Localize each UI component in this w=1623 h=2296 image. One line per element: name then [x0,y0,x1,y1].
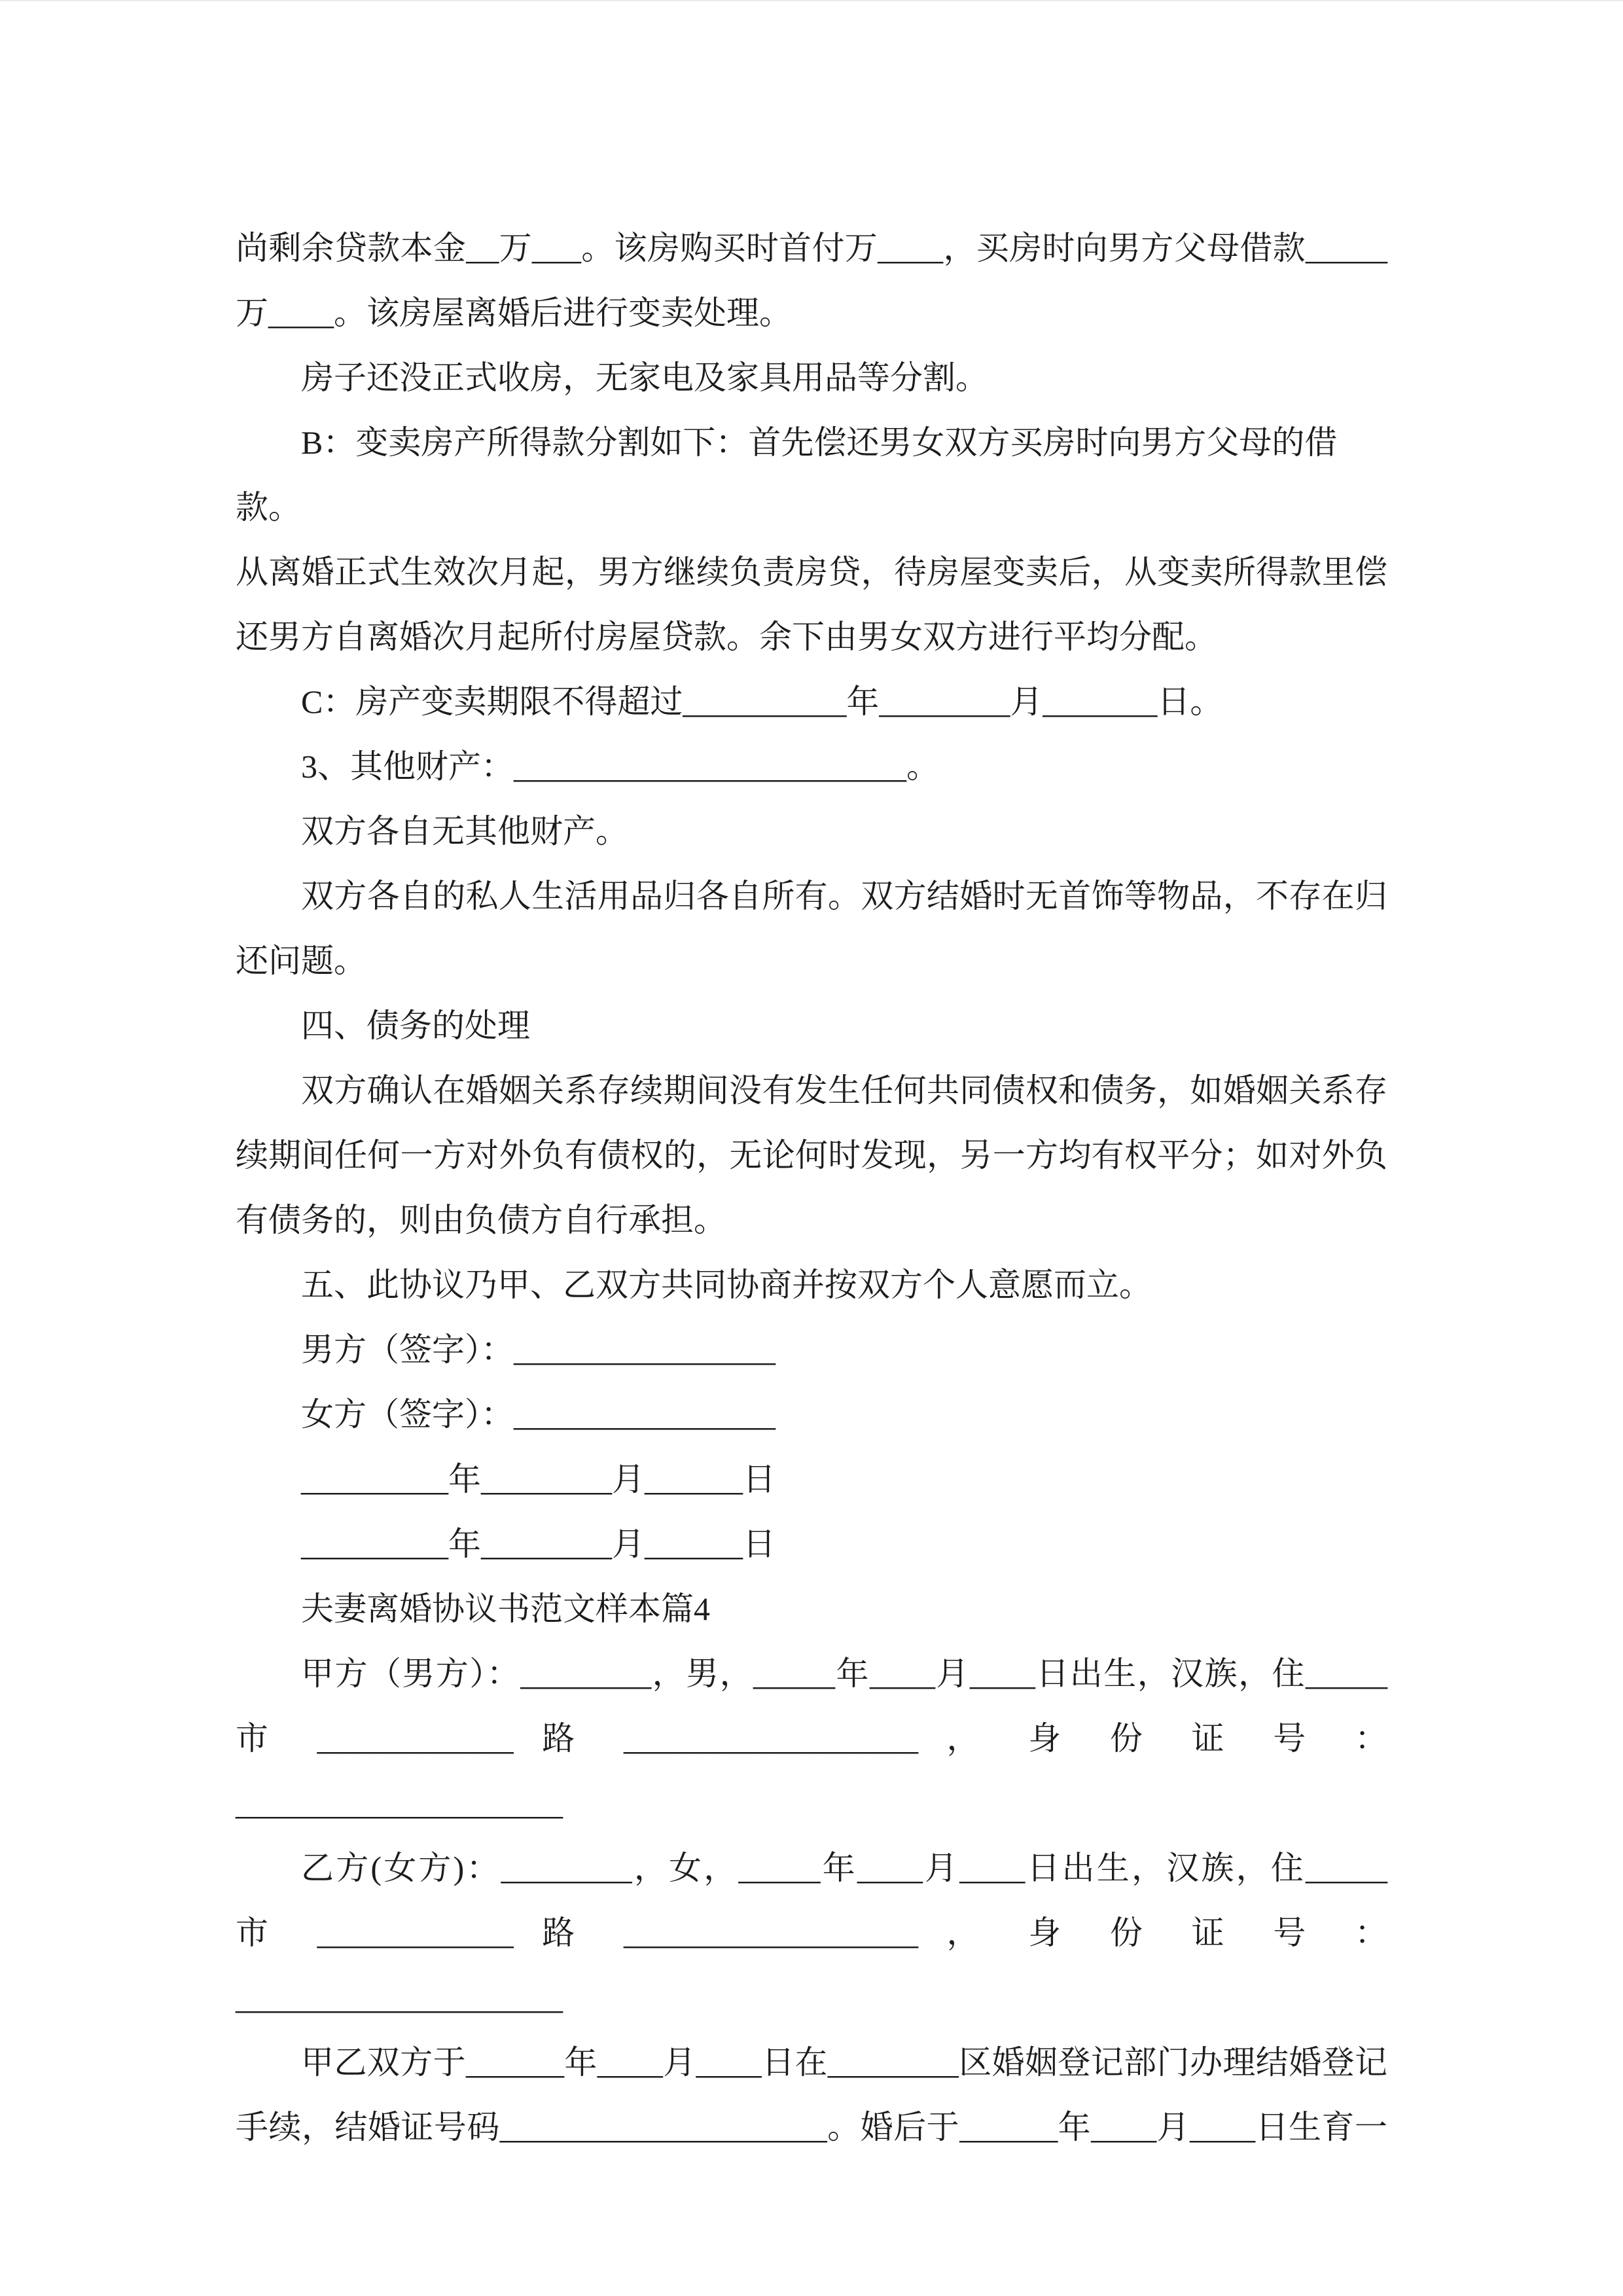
document-line: 还男方自离婚次月起所付房屋贷款。余下由男女双方进行平均分配。 [236,619,1217,655]
document-line: 女方（签字）：________________ [301,1396,776,1433]
document-line: 市 ____________ 路 __________________ ， 身 份 证 号 ： [236,1914,1387,1951]
document-line: 乙方(女方)：________，女，_____年____月____日出生，汉族，住_____ [301,1850,1387,1886]
document-line: 有债务的，则由负债方自行承担。 [236,1202,726,1238]
document-line: 双方确认在婚姻关系存续期间没有发生任何共同债权和债务，如婚姻关系存 [301,1072,1387,1109]
document-line: 尚剩余贷款本金__万___。该房购买时首付万____，买房时向男方父母借款_____ [236,230,1387,266]
page-top-edge [0,0,1623,1]
document-body [236,216,1387,2160]
document-line: 房子还没正式收房，无家电及家具用品等分割。 [301,359,988,396]
document-line: 续期间任何一方对外负有债权的，无论何时发现，另一方均有权平分；如对外负 [236,1137,1387,1174]
document-line: _________年________月______日 [301,1461,776,1498]
document-line: 3、其他财产：________________________。 [301,748,939,785]
document-line: 夫妻离婚协议书范文样本篇4 [301,1590,710,1627]
document-line: 还问题。 [236,942,366,979]
document-line: _________年________月______日 [301,1526,776,1562]
document-line: C：房产变卖期限不得超过__________年________月_______日。 [301,683,1223,720]
document-line: 双方各自的私人生活用品归各自所有。双方结婚时无首饰等物品，不存在归 [301,878,1387,914]
document-line: ____________________ [236,1979,563,2016]
document-line: 四、债务的处理 [301,1007,530,1044]
document-line: B：变卖房产所得款分割如下：首先偿还男女双方买房时向男方父母的借款。 [236,424,1338,526]
document-line: 市 ____________ 路 __________________ ， 身 份 证 号 ： [236,1720,1387,1757]
document-line: 万____。该房屋离婚后进行变卖处理。 [236,295,792,331]
document-line: 甲方（男方）：________，男，_____年____月____日出生，汉族，住_____ [301,1655,1387,1692]
document-line: 手续，结婚证号码____________________。婚后于______年____月____日生育一 [236,2109,1387,2145]
document-line: 甲乙双方于______年____月____日在________区婚姻登记部门办理结婚登记 [301,2044,1387,2081]
document-line: 男方（签字）：________________ [301,1331,776,1368]
document-line: 从离婚正式生效次月起，男方继续负责房贷，待房屋变卖后，从变卖所得款里偿 [236,554,1387,590]
document-line: 五、此协议乃甲、乙双方共同协商并按双方个人意愿而立。 [301,1266,1152,1303]
document-line: 双方各自无其他财产。 [301,813,628,850]
document-line: ____________________ [236,1785,563,1821]
